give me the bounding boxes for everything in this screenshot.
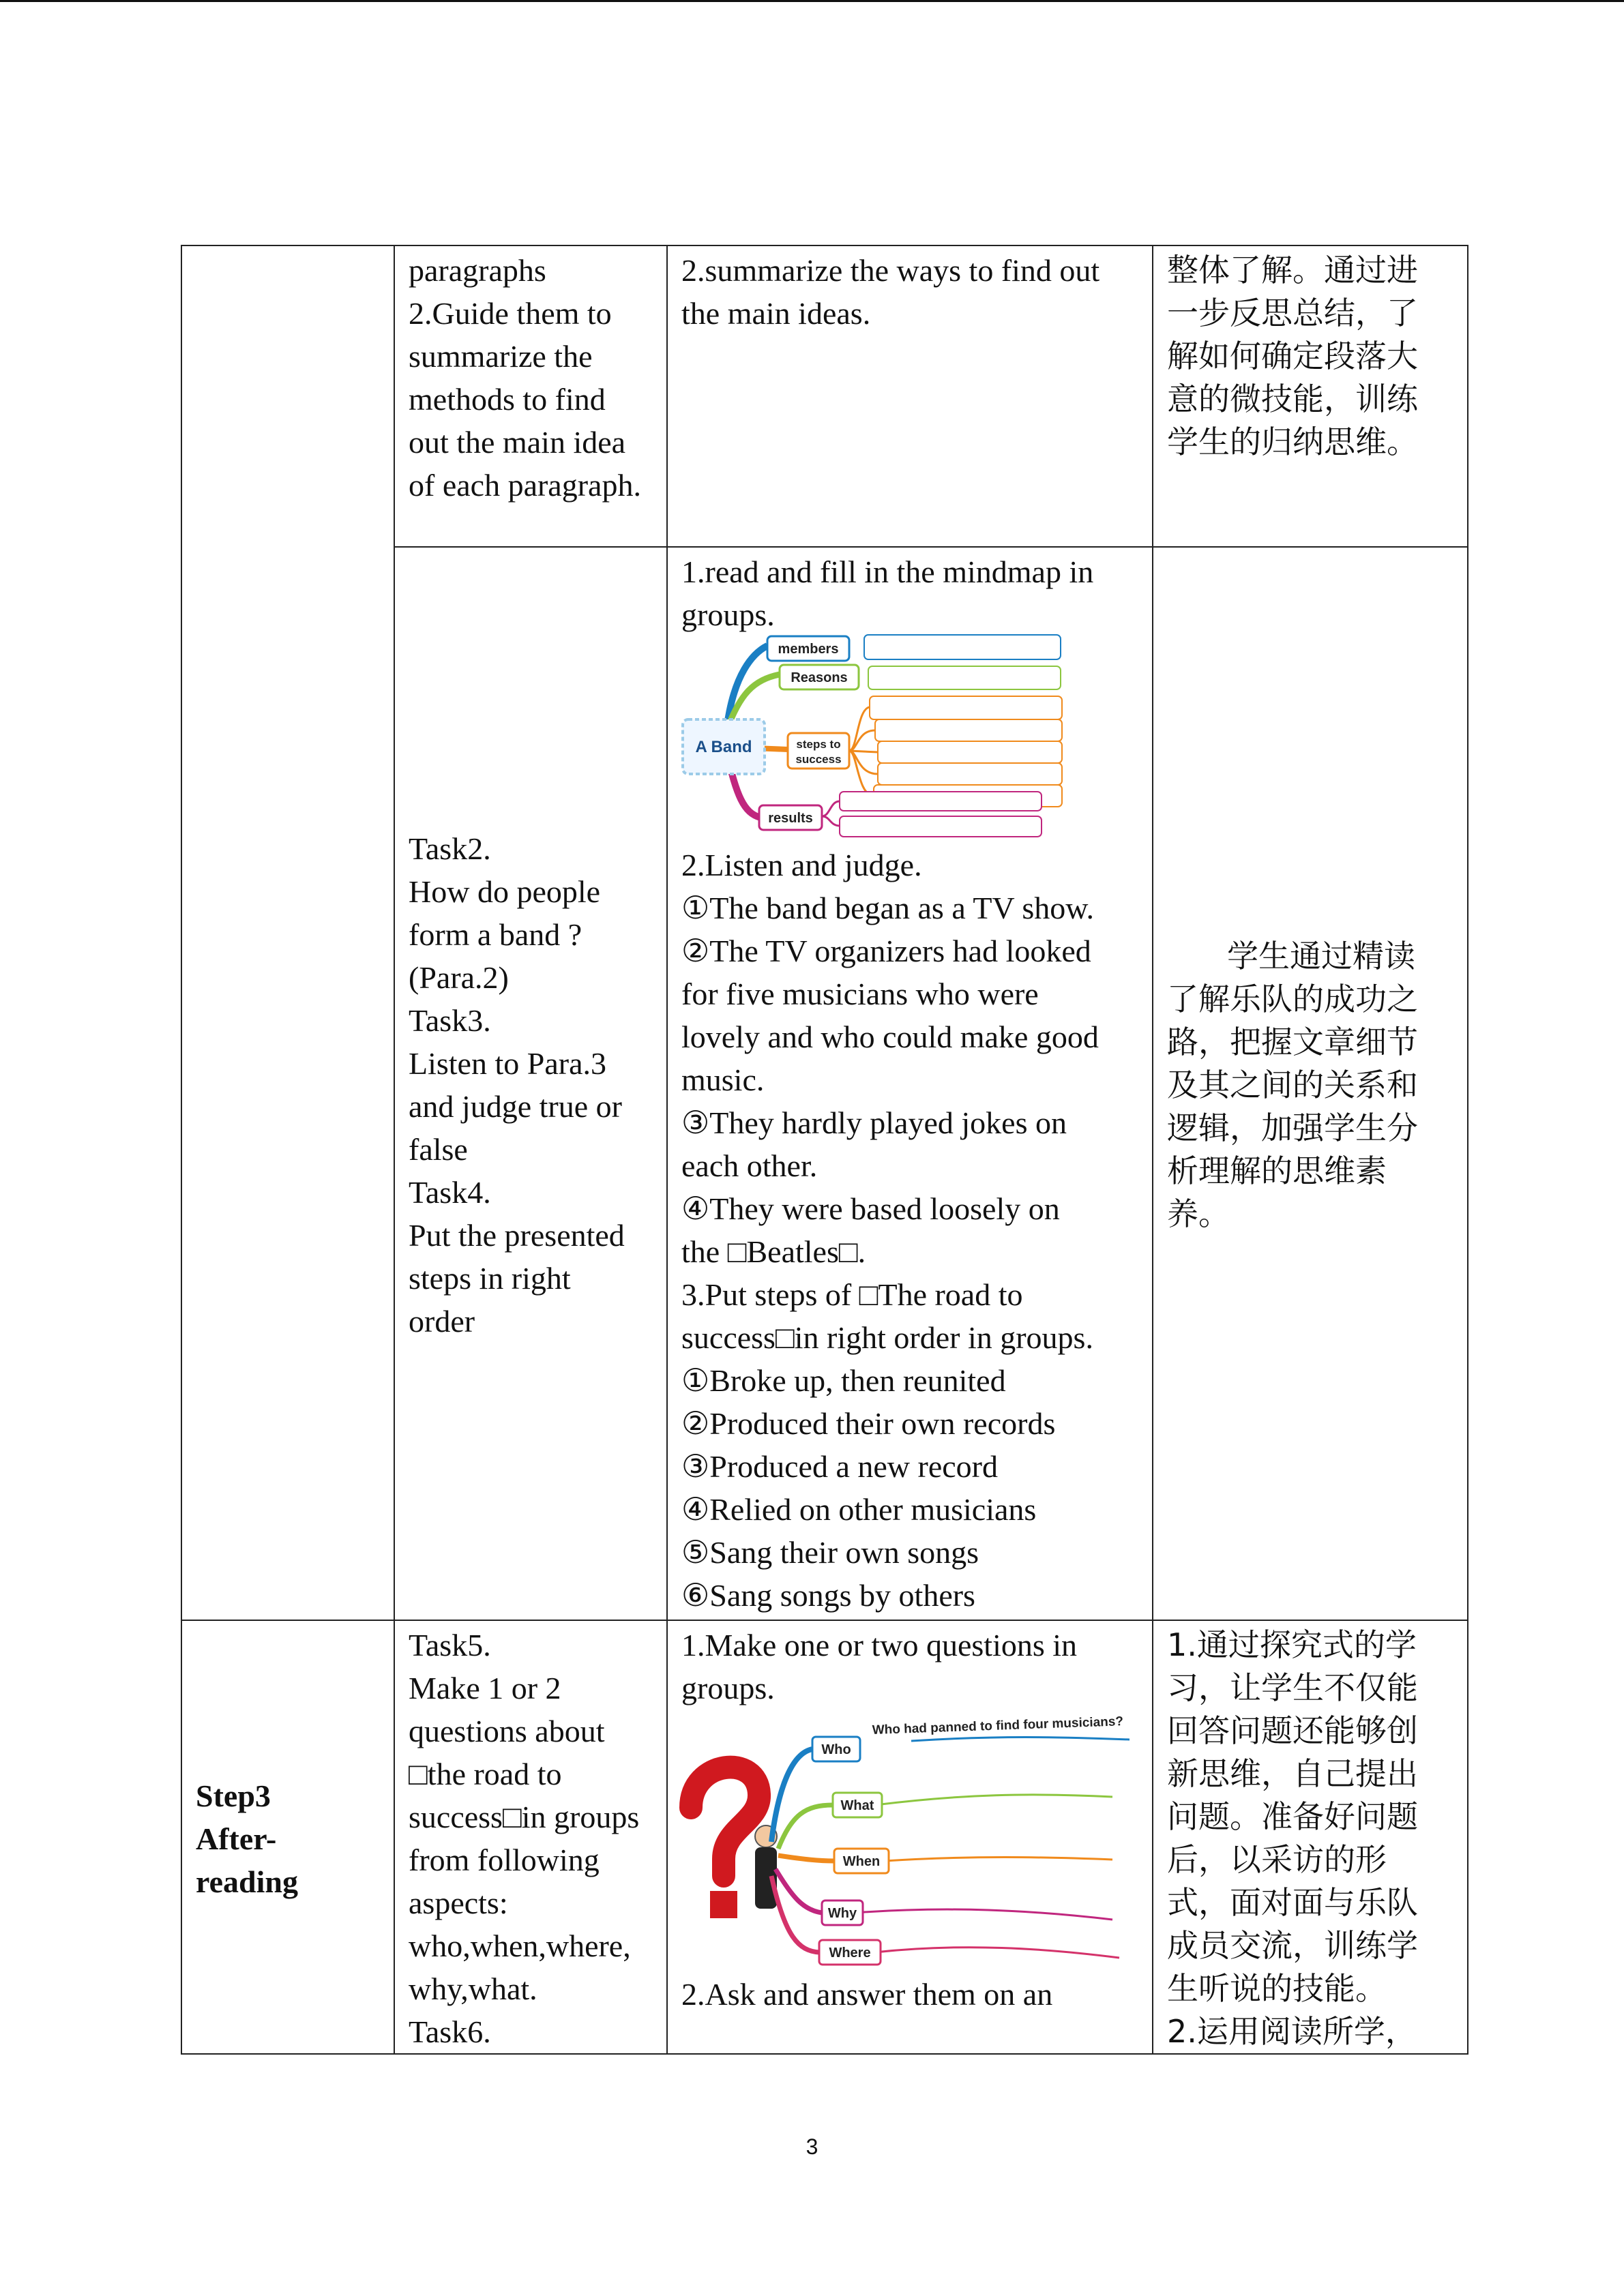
step-cell <box>181 1620 394 2054</box>
text-line: ⑥Sang songs by others <box>681 1578 975 1613</box>
blank-box <box>864 635 1061 659</box>
text-line: from following <box>409 1843 600 1877</box>
members-label: members <box>778 642 839 657</box>
text-line: methods to find <box>409 382 606 417</box>
text-line: 生听说的技能。 <box>1167 1970 1387 2007</box>
text-line: (Para.2) <box>409 960 509 995</box>
text-line: 整体了解。通过进 <box>1167 252 1418 288</box>
text-line: 学生通过精读 <box>1227 937 1415 974</box>
text-line: 1.read and fill in the mindmap in <box>681 554 1094 589</box>
text-line: lovely and who could make good <box>681 1019 1099 1054</box>
question-mark-icon <box>691 1768 759 1876</box>
text-line: 析理解的思维素 <box>1167 1152 1387 1189</box>
branch-when-line <box>885 1858 1112 1862</box>
reasons-label: Reasons <box>791 670 848 685</box>
text-line: each other. <box>681 1148 818 1183</box>
text-line: 养。 <box>1167 1195 1230 1232</box>
purpose-cell <box>1153 245 1468 547</box>
text-line: How do people <box>409 874 601 909</box>
blank-box <box>870 696 1062 719</box>
teacher-activity-cell <box>394 547 667 1620</box>
results-label: results <box>768 811 813 826</box>
text-line: Listen to Para.3 <box>409 1046 606 1081</box>
where-label: Where <box>829 1945 871 1960</box>
what-label: What <box>840 1798 874 1813</box>
blank-box <box>878 763 1062 785</box>
text-line: Put the presented <box>409 1218 625 1253</box>
student-activity-cell <box>667 245 1153 547</box>
branch-why <box>776 1869 822 1913</box>
student-activity-cell <box>667 547 1153 1620</box>
text-line: ④Relied on other musicians <box>681 1492 1037 1527</box>
text-line: Task2. <box>409 831 491 866</box>
text-line: music. <box>681 1062 765 1097</box>
steps-label-2: success <box>795 753 842 766</box>
text-line: Task5. <box>409 1628 491 1663</box>
text-line: ③Produced a new record <box>681 1449 998 1484</box>
text-line: 2.summarize the ways to find out <box>681 253 1100 288</box>
branch-where <box>771 1876 819 1952</box>
text-line: ①The band began as a TV show. <box>681 891 1095 925</box>
text-line: summarize the <box>409 339 593 374</box>
text-line: 问题。准备好问题 <box>1167 1798 1418 1835</box>
branch-what-line <box>875 1795 1112 1805</box>
text-line: the □Beatles□. <box>681 1234 866 1269</box>
blank-box <box>840 816 1042 837</box>
text-line: 成员交流，训练学 <box>1167 1927 1418 1964</box>
blank-box <box>875 719 1062 741</box>
text-line: questions about <box>409 1714 605 1748</box>
text-line: 习，让学生不仅能 <box>1167 1669 1418 1706</box>
text-line: 学生的归纳思维。 <box>1167 423 1418 460</box>
text-line: 3.Put steps of □The road to <box>681 1277 1023 1312</box>
text-line: form a band ? <box>409 917 582 952</box>
text-line: 1.通过探究式的学 <box>1167 1626 1417 1663</box>
text-line: 新思维，自己提出 <box>1167 1755 1418 1792</box>
text-line: ②Produced their own records <box>681 1406 1056 1441</box>
text-line: for five musicians who were <box>681 976 1039 1011</box>
text-line: and judge true or <box>409 1089 622 1124</box>
question-mark-dot <box>710 1891 737 1918</box>
step-title: After- <box>196 1821 277 1856</box>
text-line: aspects: <box>409 1885 508 1920</box>
text-line: groups. <box>681 1671 775 1705</box>
mindmap-center-label: A Band <box>695 738 752 756</box>
text-line: paragraphs <box>409 253 546 288</box>
sample-question-text: Who had panned to find four musicians? <box>872 1714 1124 1738</box>
when-label: When <box>842 1854 881 1869</box>
text-line: Task3. <box>409 1003 491 1038</box>
who-label: Who <box>821 1742 851 1757</box>
text-line: ③They hardly played jokes on <box>681 1105 1067 1140</box>
purpose-cell <box>1153 1620 1468 2054</box>
why-label: Why <box>827 1906 857 1921</box>
text-line: Task6. <box>409 2014 491 2049</box>
text-line: success□in right order in groups. <box>681 1320 1093 1355</box>
text-line: Task4. <box>409 1175 491 1210</box>
branch-where-line <box>875 1948 1119 1958</box>
teacher-activity-cell <box>394 245 667 547</box>
band-mindmap-diagram <box>679 632 1129 844</box>
text-line: 2.Guide them to <box>409 296 612 331</box>
text-line: 1.Make one or two questions in <box>681 1628 1078 1663</box>
text-line: □the road to <box>409 1757 562 1791</box>
text-line: groups. <box>681 597 775 632</box>
text-line: ②The TV organizers had looked <box>681 934 1091 968</box>
text-line: ⑤Sang their own songs <box>681 1535 979 1570</box>
branch-why-line <box>855 1909 1112 1920</box>
branch-what <box>778 1805 833 1849</box>
text-line: 2.运用阅读所学， <box>1167 2013 1417 2050</box>
student-activity-cell <box>667 1620 1153 2054</box>
text-line: false <box>409 1132 468 1167</box>
text-line: 后，以采访的形 <box>1167 1841 1387 1878</box>
text-line: ①Broke up, then reunited <box>681 1363 1006 1398</box>
text-line: who,when,where, <box>409 1928 631 1963</box>
text-line: order <box>409 1304 475 1339</box>
branch-when <box>778 1855 834 1861</box>
text-line: 式，面对面与乐队 <box>1167 1884 1418 1921</box>
blank-box <box>840 792 1042 811</box>
branch-who-line <box>911 1738 1130 1742</box>
step-title: reading <box>196 1864 298 1899</box>
step-title: Step3 <box>196 1778 271 1813</box>
blank-box <box>868 666 1061 689</box>
text-line: success□in groups <box>409 1800 640 1834</box>
text-line: ④They were based loosely on <box>681 1191 1060 1226</box>
steps-label-1: steps to <box>796 738 841 751</box>
text-line: the main ideas. <box>681 296 871 331</box>
text-line: 及其之间的关系和 <box>1167 1066 1418 1103</box>
text-line: why,what. <box>409 1971 537 2006</box>
text-line: 一步反思总结，了 <box>1167 295 1418 331</box>
steps-connectors <box>849 707 878 796</box>
top-border-line <box>0 0 1624 2</box>
text-line: 了解乐队的成功之 <box>1167 980 1418 1017</box>
results-connectors <box>822 801 840 826</box>
text-line: 2.Ask and answer them on an <box>681 1977 1053 2012</box>
text-line: out the main idea <box>409 425 626 460</box>
table-row-1 <box>181 245 1468 547</box>
lesson-plan-table <box>181 245 1468 2055</box>
blank-box <box>878 741 1062 763</box>
text-line: Make 1 or 2 <box>409 1671 561 1705</box>
text-line: steps in right <box>409 1261 571 1296</box>
page-number: 3 <box>806 2134 818 2159</box>
text-line: of each paragraph. <box>409 468 641 503</box>
branch-who <box>771 1749 812 1842</box>
step-cell-empty <box>181 245 394 1620</box>
text-line: 意的微技能，训练 <box>1167 381 1418 417</box>
purpose-cell <box>1153 547 1468 1620</box>
text-line: 路，把握文章细节 <box>1167 1023 1418 1060</box>
text-line: 2.Listen and judge. <box>681 848 922 882</box>
text-line: 回答问题还能够创 <box>1167 1712 1418 1749</box>
table-row-3 <box>181 1620 1468 2054</box>
text-line: 逻辑，加强学生分 <box>1167 1109 1418 1146</box>
text-line: 解如何确定段落大 <box>1167 338 1418 374</box>
question-mindmap-diagram <box>676 1712 1140 1971</box>
teacher-activity-cell <box>394 1620 667 2054</box>
